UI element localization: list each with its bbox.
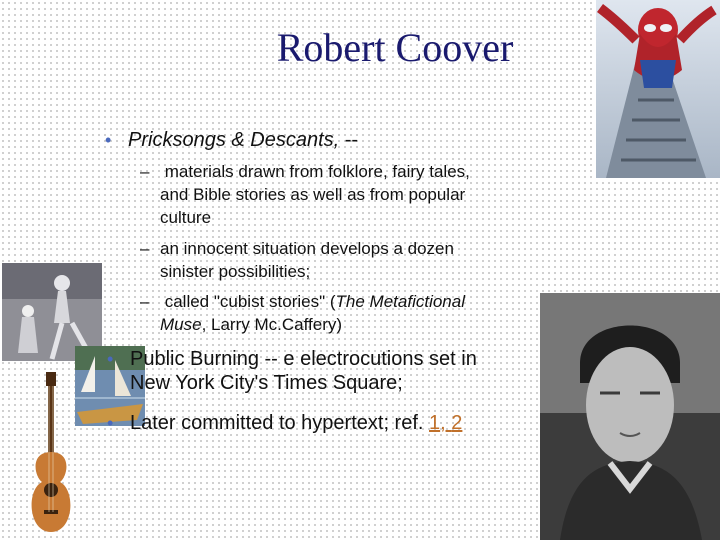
bullet-pricksongs [105, 128, 359, 152]
subitem-line [160, 313, 465, 336]
link-separator: , [440, 412, 452, 434]
bullet-title-italic: Pricksongs & Descants, [128, 129, 340, 151]
dash-marker: – [140, 239, 150, 258]
bullet-text: Later committed to hypertext; ref. [130, 412, 430, 434]
subitem-line: and Bible stories as well as from popular [160, 185, 466, 204]
bullet-marker: • [105, 130, 112, 150]
subitem-innocent-situation [140, 237, 454, 283]
reference-link-1[interactable]: 1 [429, 412, 441, 434]
subitem-line [160, 290, 465, 313]
bullet-marker: • [107, 413, 114, 433]
subitem-folklore [140, 160, 470, 229]
author-portrait-photo [540, 293, 720, 540]
subitem-line: culture [160, 208, 212, 227]
subitem-line: an innocent situation develops a dozen [160, 239, 454, 258]
slide-title: Robert Coover [276, 25, 514, 70]
subitem-line: materials drawn from folklore, fairy tales, [160, 162, 470, 181]
subitem-text: , Larry Mc.Caffery) [201, 315, 343, 334]
bullet-marker: • [107, 349, 114, 369]
book-title-italic: Muse [160, 315, 202, 334]
reference-link-2[interactable]: 2 [451, 412, 463, 434]
guitar-image [24, 372, 78, 536]
bullet-line: New York City's Times Square; [130, 372, 403, 394]
subitem-line: sinister possibilities; [160, 262, 311, 281]
bullet-line: Public Burning -- e electrocutions set in [130, 348, 477, 370]
bullet-suffix: -- [339, 129, 359, 151]
bullet-hypertext [107, 411, 463, 435]
subitem-text: called "cubist stories" ( [160, 292, 336, 311]
book-title-italic: The Metafictional [335, 292, 465, 311]
bullet-public-burning [107, 347, 477, 395]
dash-marker: – [140, 292, 150, 311]
dash-marker: – [140, 162, 150, 181]
subitem-cubist-stories [140, 290, 465, 336]
